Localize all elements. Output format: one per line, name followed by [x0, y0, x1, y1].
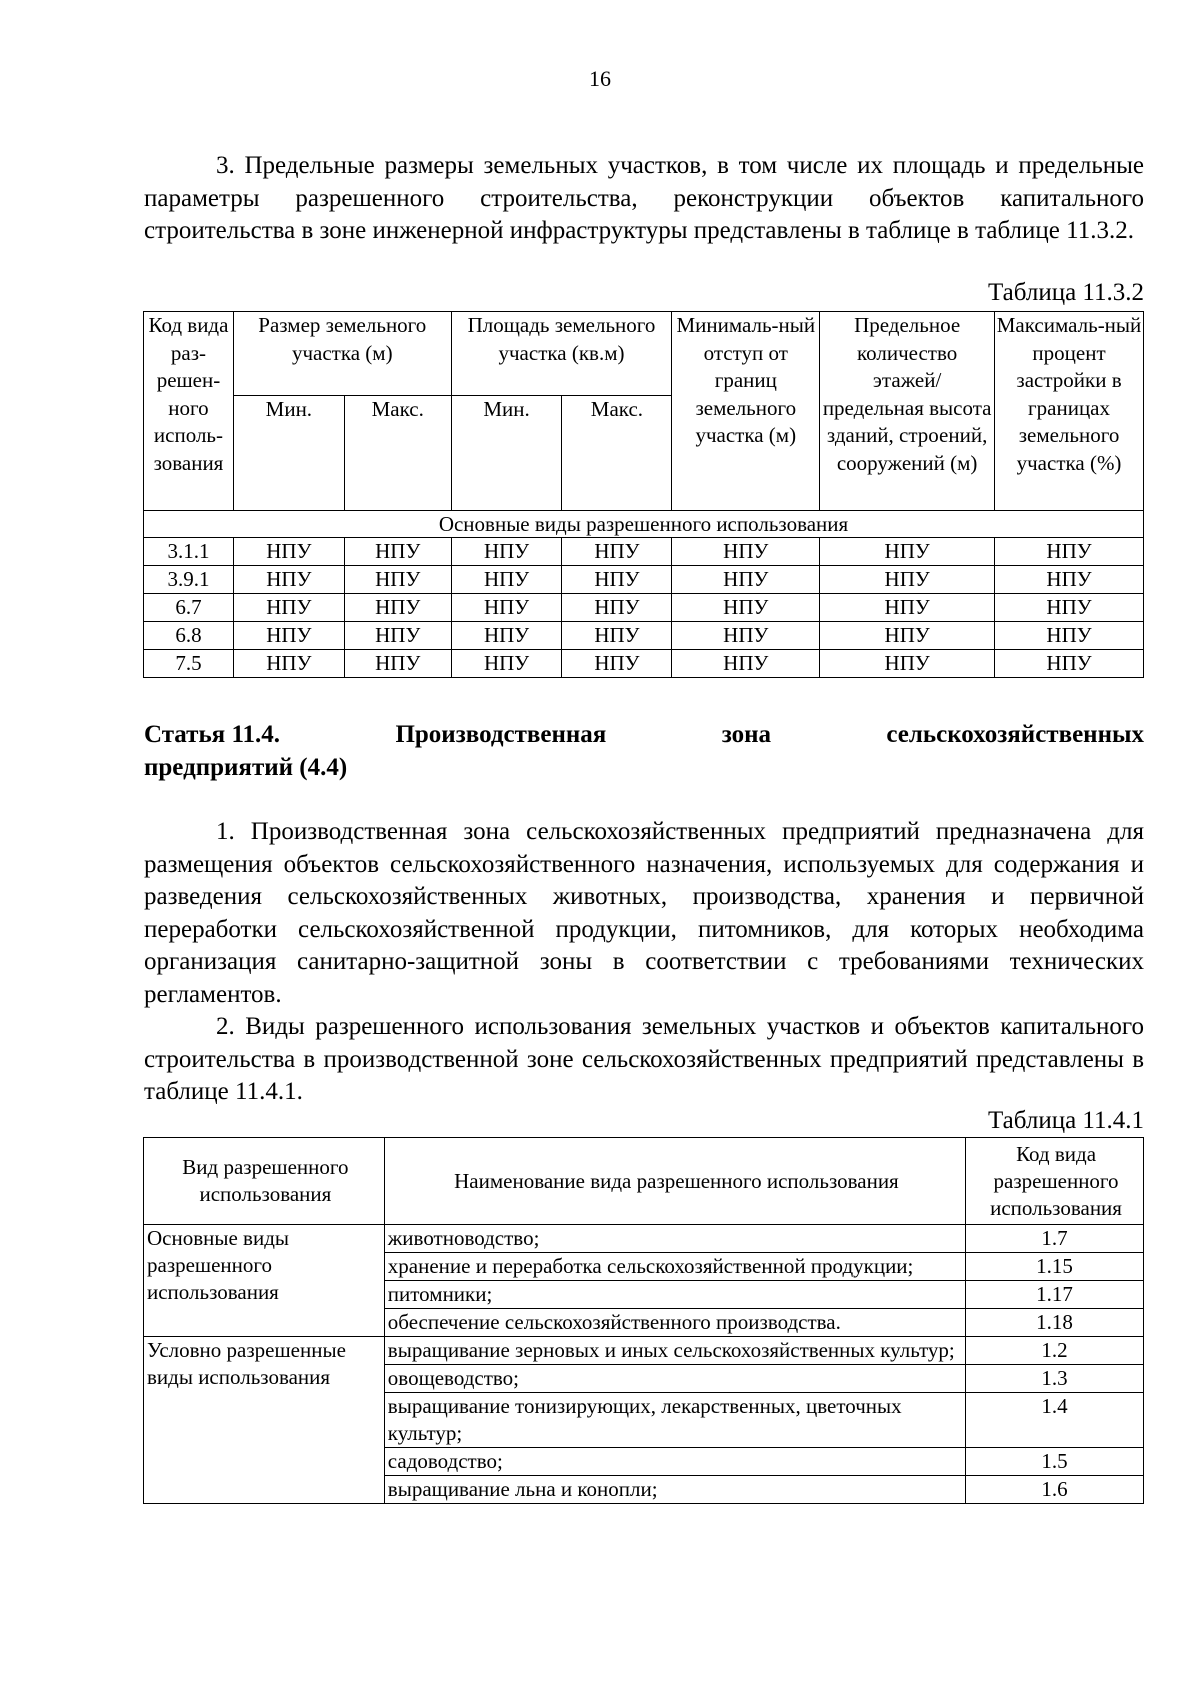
header-code: Код вида разрешенного использования	[966, 1138, 1144, 1225]
use-name: хранение и переработка сельскохозяйственной продукции;	[384, 1253, 965, 1281]
cell: НПУ	[451, 650, 562, 678]
use-name: садоводство;	[384, 1448, 965, 1476]
table-limits	[143, 311, 1144, 678]
cell-code: 6.7	[144, 594, 234, 622]
cell: НПУ	[820, 566, 995, 594]
use-code: 1.6	[966, 1476, 1144, 1504]
cell: НПУ	[995, 594, 1144, 622]
heading-word: зона	[721, 721, 771, 748]
cell: НПУ	[820, 650, 995, 678]
table-row	[144, 594, 1144, 622]
table-row	[144, 650, 1144, 678]
table-row	[144, 622, 1144, 650]
heading-word: сельскохозяйственных	[886, 721, 1144, 748]
cell: НПУ	[672, 594, 820, 622]
use-name: выращивание тонизирующих, лекарственных, цветочных культур;	[384, 1393, 965, 1448]
paragraph-zone-purpose: 1. Производственная зона сельскохозяйственных предприятий предназначена для размещения объектов сельскохозяйственного назначения, используемых для содержания и разведения сельскохозяйственных животных, производства, хранения и первичной переработки сельскохозяйственной продукции, питомников, для которых необходима организация санитарно-защитной зоны в соответствии с требованиями технических регламентов.	[144, 818, 1144, 1008]
header-size-max: Макс.	[344, 396, 451, 511]
table-row	[144, 566, 1144, 594]
cell: НПУ	[562, 538, 672, 566]
paragraph-limits: 3. Предельные размеры земельных участков, в том числе их площадь и предельные параметры разрешенного строительства, реконструкции объектов капитального строительства в зоне инженерной инфраструктуры представлены в таблице в таблице 11.3.2.	[144, 152, 1144, 244]
article-heading	[144, 718, 1144, 751]
header-size: Размер земельного участка (м)	[233, 312, 451, 396]
group-label: Условно разрешенные виды использования	[144, 1337, 385, 1504]
cell: НПУ	[451, 622, 562, 650]
paragraph-table-ref: 2. Виды разрешенного использования земельных участков и объектов капитального строительства в производственной зоне сельскохозяйственных предприятий представлены в таблице 11.4.1.	[144, 1013, 1144, 1105]
cell: НПУ	[672, 538, 820, 566]
cell: НПУ	[344, 622, 451, 650]
table-permitted-uses	[143, 1137, 1144, 1504]
use-name: обеспечение сельскохозяйственного производства.	[384, 1309, 965, 1337]
header-name: Наименование вида разрешенного использования	[384, 1138, 965, 1225]
use-code: 1.7	[966, 1225, 1144, 1253]
group-label: Основные виды разрешенного использования	[144, 1225, 385, 1337]
page-number: 16	[589, 66, 611, 91]
header-area: Площадь земельного участка (кв.м)	[451, 312, 672, 396]
article-number: Статья 11.4.	[144, 721, 281, 748]
use-code: 1.4	[966, 1393, 1144, 1448]
cell: НПУ	[233, 622, 344, 650]
table-row	[144, 1225, 1144, 1253]
cell-code: 7.5	[144, 650, 234, 678]
cell: НПУ	[233, 650, 344, 678]
use-name: питомники;	[384, 1281, 965, 1309]
cell: НПУ	[344, 594, 451, 622]
cell: НПУ	[672, 566, 820, 594]
use-code: 1.2	[966, 1337, 1144, 1365]
cell: НПУ	[820, 622, 995, 650]
cell: НПУ	[562, 650, 672, 678]
table-row	[144, 1337, 1144, 1365]
header-area-max: Макс.	[562, 396, 672, 511]
cell: НПУ	[344, 538, 451, 566]
header-size-min: Мин.	[233, 396, 344, 511]
header-percent: Максималь-ный процент застройки в границах земельного участка (%)	[995, 312, 1144, 511]
use-name: выращивание льна и конопли;	[384, 1476, 965, 1504]
use-name: животноводство;	[384, 1225, 965, 1253]
header-indent: Минималь-ный отступ от границ земельного участка (м)	[672, 312, 820, 511]
use-code: 1.3	[966, 1365, 1144, 1393]
header-area-min: Мин.	[451, 396, 562, 511]
cell: НПУ	[562, 622, 672, 650]
use-name: выращивание зерновых и иных сельскохозяйственных культур;	[384, 1337, 965, 1365]
use-code: 1.18	[966, 1309, 1144, 1337]
cell: НПУ	[995, 622, 1144, 650]
heading-word: Производственная	[395, 721, 607, 748]
use-code: 1.17	[966, 1281, 1144, 1309]
use-code: 1.15	[966, 1253, 1144, 1281]
cell: НПУ	[562, 594, 672, 622]
cell: НПУ	[451, 566, 562, 594]
header-code: Код вида раз-решен-ного исполь-зования	[144, 312, 234, 511]
cell: НПУ	[672, 650, 820, 678]
cell: НПУ	[233, 566, 344, 594]
header-floors: Предельное количество этажей/ предельная высота зданий, строений, сооружений (м)	[820, 312, 995, 511]
table-caption-11-4-1: Таблица 11.4.1	[988, 1107, 1144, 1134]
cell: НПУ	[672, 622, 820, 650]
cell: НПУ	[562, 566, 672, 594]
cell-code: 3.1.1	[144, 538, 234, 566]
cell: НПУ	[820, 594, 995, 622]
table-caption-11-3-2: Таблица 11.3.2	[988, 279, 1144, 306]
header-type: Вид разрешенного использования	[144, 1138, 385, 1225]
use-name: овощеводство;	[384, 1365, 965, 1393]
cell: НПУ	[233, 594, 344, 622]
cell: НПУ	[344, 650, 451, 678]
use-code: 1.5	[966, 1448, 1144, 1476]
cell: НПУ	[820, 538, 995, 566]
article-heading-line2: предприятий (4.4)	[144, 754, 348, 781]
cell-code: 3.9.1	[144, 566, 234, 594]
cell: НПУ	[995, 566, 1144, 594]
cell: НПУ	[995, 650, 1144, 678]
cell: НПУ	[451, 538, 562, 566]
section-row: Основные виды разрешенного использования	[144, 511, 1144, 538]
cell: НПУ	[233, 538, 344, 566]
cell: НПУ	[995, 538, 1144, 566]
table-row	[144, 538, 1144, 566]
cell-code: 6.8	[144, 622, 234, 650]
cell: НПУ	[451, 594, 562, 622]
cell: НПУ	[344, 566, 451, 594]
